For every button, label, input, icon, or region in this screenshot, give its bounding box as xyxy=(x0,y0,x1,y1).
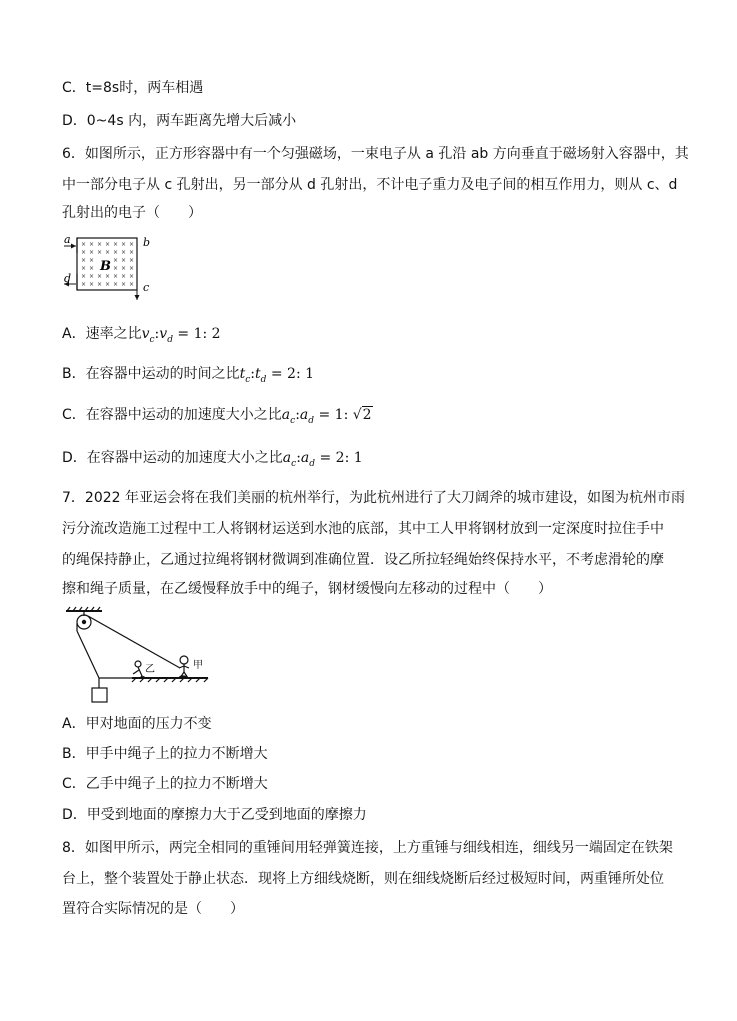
label-jia: 甲 xyxy=(193,660,203,671)
q6-option-d-text: D．在容器中运动的加速度大小之比 xyxy=(62,450,283,466)
field-cross-mark: × xyxy=(81,257,87,264)
field-cross-mark: × xyxy=(113,273,119,280)
q7-stem-line2: 污分流改造施工过程中工人将钢材运送到水池的底部，其中工人甲将钢材放到一定深度时拉住手中 xyxy=(62,521,664,537)
q6-magnetic-field-figure xyxy=(60,234,160,302)
field-cross-mark: × xyxy=(97,241,103,248)
symbol-v: v xyxy=(141,326,150,342)
label-d: d xyxy=(64,272,72,285)
q6-option-d: D．在容器中运动的加速度大小之比$a_c:a_d = 2$: 1 xyxy=(62,450,363,469)
field-cross-mark: × xyxy=(89,257,95,264)
q6-option-b: B．在容器中运动的时间之比$t_c:t_d = 2$: 1 xyxy=(62,366,315,385)
field-cross-mark: × xyxy=(113,241,119,248)
field-cross-mark: × xyxy=(89,281,95,288)
field-cross-mark: × xyxy=(81,281,87,288)
label-yi: 乙 xyxy=(145,664,155,675)
ratio-value: = 2: 1 xyxy=(270,366,315,382)
ratio-value: = 1: 2 xyxy=(177,326,221,342)
field-cross-mark: × xyxy=(97,281,103,288)
field-cross-mark: × xyxy=(129,241,135,248)
q6-option-c-text: C．在容器中运动的加速度大小之比 xyxy=(62,407,282,423)
field-cross-mark: × xyxy=(121,273,127,280)
field-cross-mark: × xyxy=(121,257,127,264)
field-cross-mark: × xyxy=(81,241,87,248)
ratio-value: = 2: 1 xyxy=(319,450,363,466)
q7-option-d: D．甲受到地面的摩擦力大于乙受到地面的摩擦力 xyxy=(62,807,367,823)
field-cross-mark: × xyxy=(129,265,135,272)
field-cross-mark: × xyxy=(81,249,87,256)
field-cross-mark: × xyxy=(121,241,127,248)
field-cross-mark: × xyxy=(105,281,111,288)
field-cross-mark: × xyxy=(121,265,127,272)
symbol-a: a xyxy=(282,450,292,466)
q7-stem-line1: 7．2022 年亚运会将在我们美丽的杭州举行，为此杭州进行了大刀阔斧的城市建设，如图为杭州市雨 xyxy=(62,490,685,506)
q7-option-c: C．乙手中绳子上的拉力不断增大 xyxy=(62,776,268,792)
field-cross-mark: × xyxy=(89,241,95,248)
ratio-value: = 1: xyxy=(318,407,353,423)
q5-option-c: C．t=8s时，两车相遇 xyxy=(62,80,204,96)
field-cross-mark: × xyxy=(105,249,111,256)
q7-option-b: B．甲手中绳子上的拉力不断增大 xyxy=(62,746,268,762)
field-cross-mark: × xyxy=(105,273,111,280)
q6-stem-line3: 孔射出的电子（ ） xyxy=(62,205,202,221)
q7-stem-line4: 擦和绳子质量，在乙缓慢释放手中的绳子，钢材缓慢向左移动的过程中（ ） xyxy=(62,581,552,597)
q8-stem-line3: 置符合实际情况的是（ ） xyxy=(62,901,244,917)
field-cross-mark: × xyxy=(121,249,127,256)
q7-pulley-figure xyxy=(62,606,212,704)
field-cross-mark: × xyxy=(97,273,103,280)
field-cross-mark: × xyxy=(97,249,103,256)
field-cross-mark: × xyxy=(121,281,127,288)
field-cross-mark: × xyxy=(89,265,95,272)
field-cross-mark: × xyxy=(105,241,111,248)
label-a: a xyxy=(64,234,71,246)
sqrt-sign: √ xyxy=(352,407,362,423)
field-cross-mark: × xyxy=(129,281,135,288)
q6-option-b-text: B．在容器中运动的时间之比 xyxy=(62,366,240,382)
q6-option-c: C．在容器中运动的加速度大小之比$a_c:a_d = 1$: √2 xyxy=(62,407,372,426)
field-cross-mark: × xyxy=(113,257,119,264)
field-cross-mark: × xyxy=(113,265,119,272)
label-b: b xyxy=(143,236,151,249)
field-cross-mark: × xyxy=(89,249,95,256)
field-cross-mark: × xyxy=(113,281,119,288)
field-cross-mark: × xyxy=(129,257,135,264)
q5-option-d: D．0~4s 内，两车距离先增大后减小 xyxy=(62,113,297,129)
q6-option-a-text: A．速率之比 xyxy=(62,326,142,342)
q7-option-a: A．甲对地面的压力不变 xyxy=(62,716,212,732)
label-c: c xyxy=(143,281,150,294)
symbol-t: t xyxy=(239,366,246,382)
q7-stem-line3: 的绳保持静止，乙通过拉绳将钢材微调到准确位置．设乙所拉轻绳始终保持水平，不考虑滑轮的摩 xyxy=(62,552,664,568)
field-cross-mark: × xyxy=(129,249,135,256)
q6-option-a: A．速率之比$v_c:v_d = 1$: 2 xyxy=(62,326,221,345)
q8-stem-line1: 8．如图甲所示，两完全相同的重锤间用轻弹簧连接，上方重锤与细线相连，细线另一端固定在铁架 xyxy=(62,840,673,856)
symbol-a: a xyxy=(281,407,291,423)
q8-stem-line2: 台上，整个装置处于静止状态．现将上方细线烧断，则在细线烧断后经过极短时间，两重锤所处位 xyxy=(62,871,664,887)
field-cross-mark: × xyxy=(89,273,95,280)
label-B-field: B xyxy=(100,259,111,274)
field-cross-mark: × xyxy=(81,273,87,280)
q6-stem-line1: 6．如图所示，正方形容器中有一个匀强磁场，一束电子从 a 孔沿 ab 方向垂直于磁场射入容器中，其 xyxy=(62,146,689,162)
field-cross-mark: × xyxy=(81,265,87,272)
field-cross-mark: × xyxy=(129,273,135,280)
field-cross-mark: × xyxy=(113,249,119,256)
q6-stem-line2: 中一部分电子从 c 孔射出，另一部分从 d 孔射出，不计电子重力及电子间的相互作用力，则从 c、d xyxy=(62,177,678,193)
